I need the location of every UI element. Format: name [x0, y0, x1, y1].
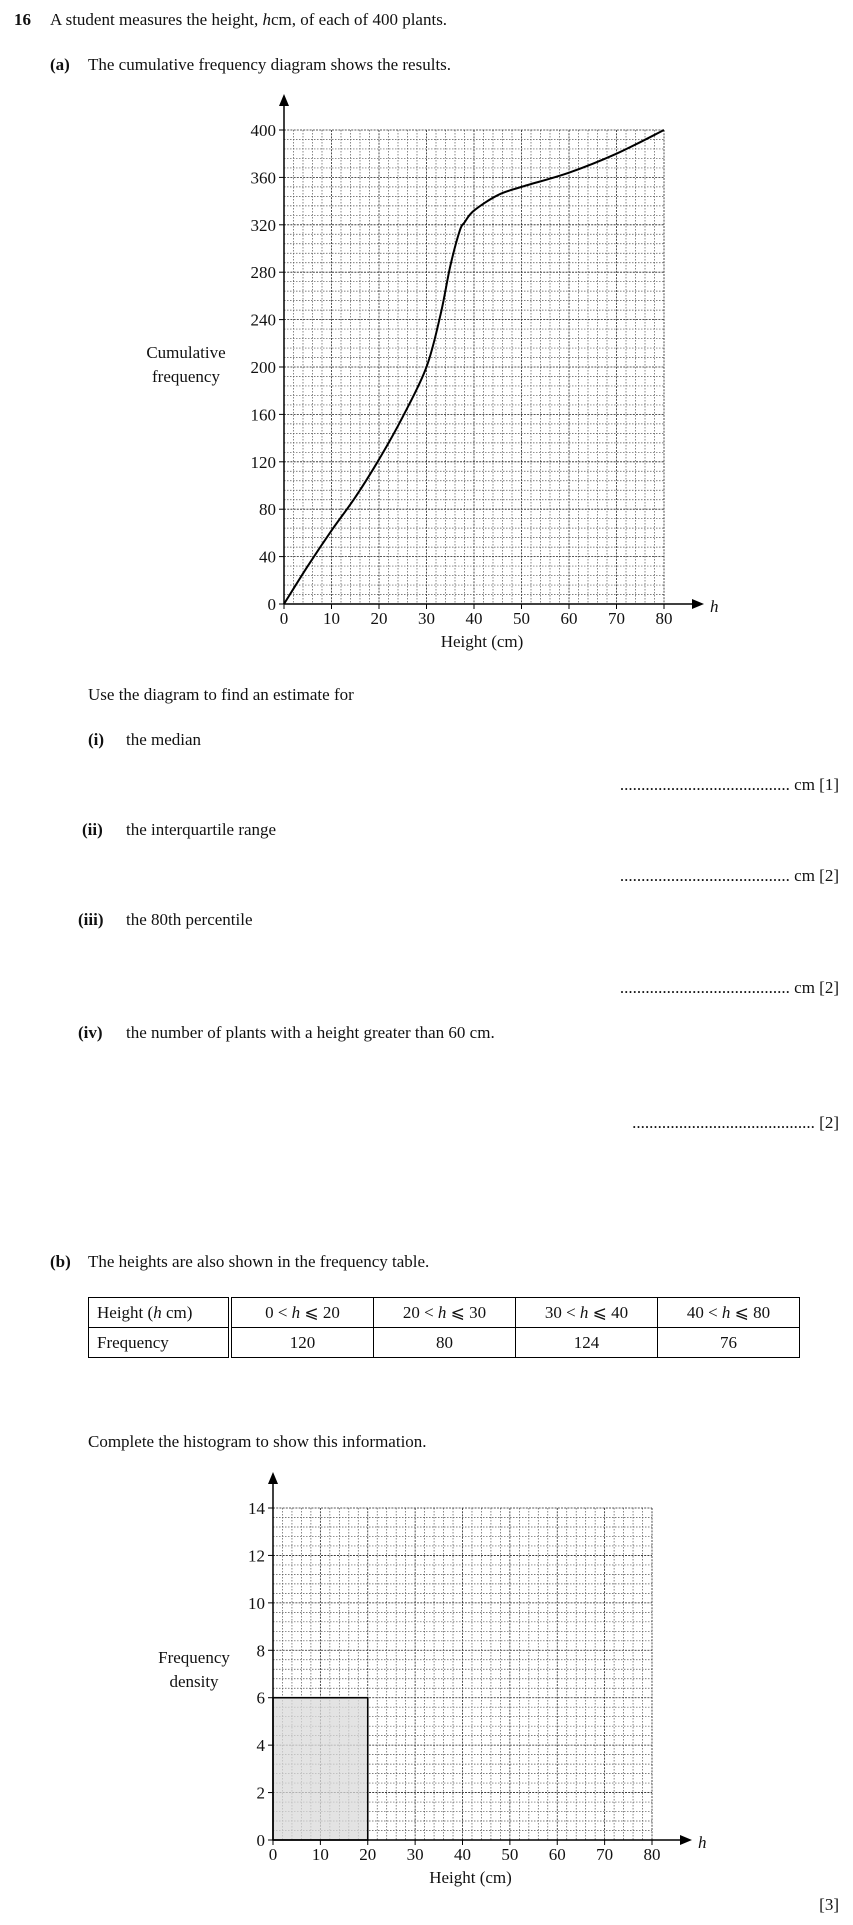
subpart-iv-answer-line[interactable]: ........................................... [2] [632, 1113, 839, 1132]
subpart-iii-label: (iii) [78, 910, 104, 929]
y-tick-label: 160 [250, 405, 276, 425]
y-axis-title-line: Cumulative [146, 343, 226, 362]
table-cell-interval: 20 < h ⩽ 30 [374, 1298, 516, 1328]
table-row-height [89, 1298, 800, 1328]
y-tick-label: 0 [267, 595, 276, 614]
cumulative-frequency-chart [0, 0, 853, 680]
y-tick-label: 12 [248, 1546, 265, 1566]
subpart-ii-answer-line[interactable]: ........................................ cm [2] [619, 866, 839, 885]
x-tick-label: 30 [418, 609, 435, 628]
x-tick-label: 60 [548, 1845, 566, 1864]
x-tick-label: 60 [560, 609, 578, 628]
table-cell-frequency: 76 [658, 1328, 800, 1358]
question-number: 16 [14, 10, 31, 29]
subpart-iv-label: (iv) [78, 1023, 103, 1042]
intro-pre: A student measures the height, [50, 10, 263, 29]
frequency-table [88, 1297, 800, 1358]
x-axis-variable: h [698, 1833, 707, 1852]
table-cell-interval: 30 < h ⩽ 40 [516, 1298, 658, 1328]
histogram-bar [273, 1698, 368, 1840]
part-a-text: The cumulative frequency diagram shows the results. [88, 55, 452, 74]
x-axis-arrow [692, 599, 704, 609]
x-tick-label: 50 [513, 609, 530, 628]
y-axis-arrow [279, 94, 289, 106]
y-tick-label: 6 [256, 1688, 265, 1708]
y-tick-label: 14 [248, 1499, 265, 1518]
table-cell-frequency: 120 [230, 1328, 374, 1358]
x-axis-title: Height (cm) [440, 632, 524, 651]
subpart-ii-text: the interquartile range [126, 820, 277, 839]
complete-histogram-text: Complete the histogram to show this information. [88, 1432, 427, 1451]
use-diagram-text: Use the diagram to find an estimate for [88, 685, 354, 704]
part-b-marks: [3] [819, 1895, 839, 1914]
subpart-i-text: the median [126, 730, 202, 749]
subpart-iii-answer-line[interactable]: ........................................ cm [2] [619, 978, 839, 997]
x-tick-label: 20 [370, 609, 388, 628]
x-tick-label: 30 [406, 1845, 424, 1864]
y-tick-label: 320 [250, 215, 276, 235]
subpart-ii-label: (ii) [82, 820, 103, 839]
table-header-frequency: Frequency [89, 1328, 231, 1358]
part-b-label: (b) [50, 1252, 71, 1271]
x-tick-label: 70 [608, 609, 625, 628]
x-tick-label: 80 [643, 1845, 661, 1864]
y-tick-label: 40 [259, 547, 276, 567]
x-tick-label: 50 [501, 1845, 519, 1864]
table-cell-interval: 0 < h ⩽ 20 [230, 1298, 374, 1328]
y-tick-label: 10 [248, 1593, 265, 1613]
x-axis-variable: h [710, 597, 719, 616]
y-tick-label: 200 [250, 358, 276, 377]
table-header-height: Height (h cm) [89, 1298, 231, 1328]
subpart-i-answer-line[interactable]: ........................................ cm [1] [619, 775, 839, 794]
y-tick-label: 120 [250, 452, 276, 472]
y-tick-label: 2 [256, 1783, 265, 1803]
table-cell-frequency: 80 [374, 1328, 516, 1358]
y-tick-label: 80 [259, 500, 276, 520]
x-tick-label: 40 [465, 609, 483, 628]
y-tick-label: 280 [250, 263, 276, 283]
x-axis-title: Height (cm) [429, 1868, 512, 1887]
table-row-frequency [89, 1328, 800, 1358]
y-tick-label: 400 [250, 121, 276, 140]
x-tick-label: 0 [279, 609, 289, 628]
x-tick-label: 10 [311, 1845, 329, 1864]
x-tick-label: 20 [359, 1845, 377, 1864]
subpart-iv-text: the number of plants with a height greater than 60 cm. [126, 1023, 495, 1042]
y-tick-label: 4 [256, 1736, 265, 1756]
intro-post: cm, of each of 400 plants. [270, 10, 448, 29]
table-cell-interval: 40 < h ⩽ 80 [658, 1298, 800, 1328]
x-tick-label: 80 [655, 609, 673, 628]
y-tick-label: 0 [256, 1831, 265, 1850]
y-tick-label: 8 [256, 1641, 265, 1661]
subpart-i-label: (i) [88, 730, 105, 749]
y-tick-label: 360 [250, 168, 276, 188]
x-tick-label: 70 [596, 1845, 614, 1864]
y-tick-label: 240 [250, 310, 276, 330]
x-tick-label: 10 [323, 609, 340, 628]
x-axis-arrow [680, 1835, 692, 1845]
part-a-label: (a) [50, 55, 70, 74]
part-b-text: The heights are also shown in the frequency table. [88, 1252, 430, 1271]
table-cell-frequency: 124 [516, 1328, 658, 1358]
y-axis-title-line: Frequency [158, 1648, 230, 1667]
y-axis-title-line: frequency [152, 367, 220, 386]
y-axis-title-line: density [169, 1672, 219, 1691]
y-axis-arrow [268, 1472, 278, 1484]
x-tick-label: 0 [268, 1845, 278, 1864]
intro-variable: h [262, 10, 271, 29]
subpart-iii-text: the 80th percentile [126, 910, 253, 929]
x-tick-label: 40 [454, 1845, 471, 1864]
histogram-chart[interactable] [0, 1460, 853, 1900]
